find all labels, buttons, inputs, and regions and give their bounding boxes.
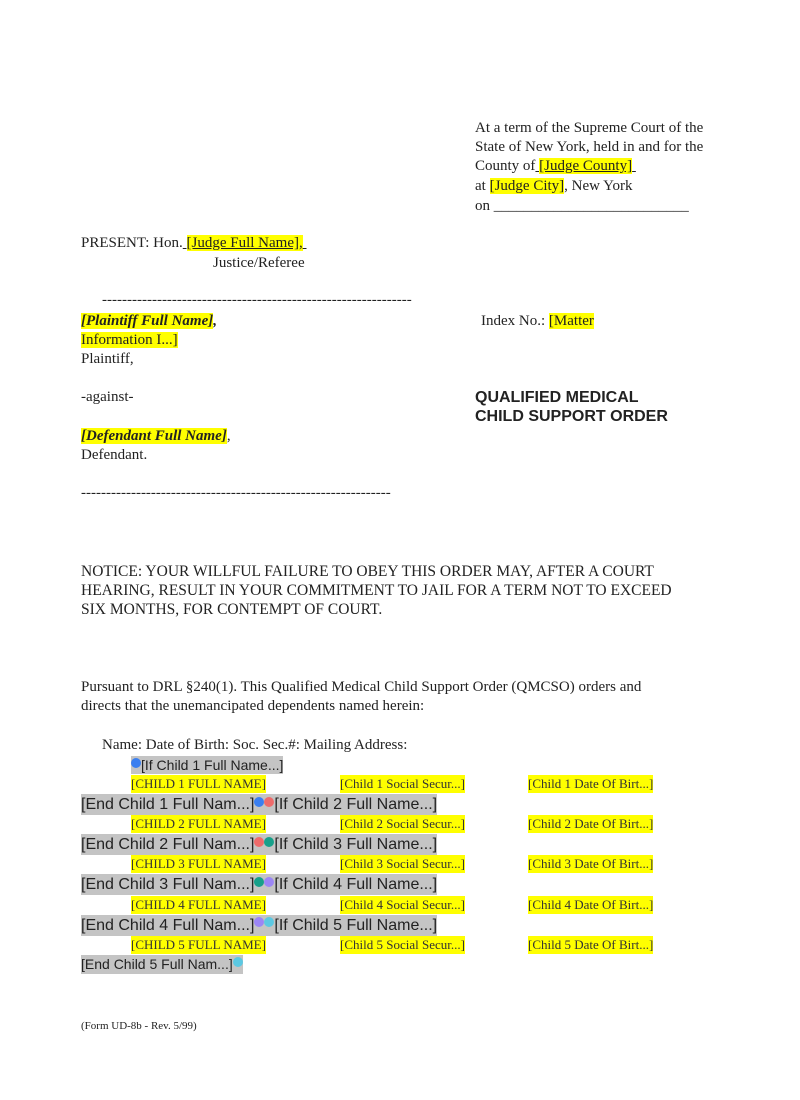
order-title-line-1: QUALIFIED MEDICAL (475, 389, 639, 406)
body-line-1: Pursuant to DRL §240(1). This Qualified Medical Child Support Order (QMCSO) orders and (81, 679, 642, 695)
condition-marker-icon (264, 917, 274, 927)
end-child-label: [End Child 3 Full Nam...] (81, 876, 255, 894)
child-dob-field[interactable]: [Child 2 Date Of Birt...] (528, 816, 654, 832)
notice-line-3: SIX MONTHS, FOR CONTEMPT OF COURT. (81, 601, 383, 618)
condition-marker-icon (254, 797, 264, 807)
child-dob-field[interactable]: [Child 3 Date Of Birt...] (528, 856, 654, 872)
if-child-label: [If Child 4 Full Name...] (274, 876, 438, 894)
condition-marker-icon (254, 877, 264, 887)
condition-marker-icon (254, 917, 264, 927)
order-title-line-2: CHILD SUPPORT ORDER (475, 408, 668, 425)
end-child-block[interactable] (81, 874, 437, 895)
condition-marker-icon (254, 837, 264, 847)
defendant-line (81, 427, 231, 446)
child-name-field[interactable]: [CHILD 1 FULL NAME] (131, 776, 266, 791)
judge-name-field[interactable]: [Judge Full Name], (186, 235, 303, 251)
plaintiff-line (81, 312, 217, 331)
child-ssn-field[interactable]: [Child 1 Social Secur...] (340, 776, 465, 791)
form-footer: (Form UD-8b - Rev. 5/99) (81, 1020, 197, 1032)
if-child-label: [If Child 3 Full Name...] (274, 836, 438, 854)
defendant-label: Defendant. (81, 447, 148, 463)
child-name-field[interactable]: [CHILD 4 FULL NAME] (131, 896, 266, 912)
court-county-line (475, 157, 636, 176)
child-ssn-field[interactable]: [Child 2 Social Secur...] (340, 816, 465, 832)
condition-marker-icon (264, 797, 274, 807)
index-line (481, 312, 594, 331)
justice-referee: Justice/Referee (213, 255, 305, 271)
end-child-label: [End Child 4 Full Nam...] (81, 916, 255, 934)
end-child-block[interactable] (81, 834, 437, 855)
court-city-line (475, 177, 633, 196)
end-child-label: [End Child 2 Full Nam...] (81, 836, 255, 854)
notice-line-2: HEARING, RESULT IN YOUR COMMITMENT TO JAIL FOR A TERM NOT TO EXCEED (81, 582, 672, 599)
end-child-label: [End Child 5 Full Nam...] (81, 955, 233, 972)
plaintiff-comma: , (213, 313, 217, 329)
child-ssn-field[interactable]: [Child 5 Social Secur...] (340, 936, 465, 952)
court-date-line (475, 197, 689, 216)
present-prefix: PRESENT: Hon. (81, 235, 183, 251)
judge-county-field[interactable]: [Judge County] (539, 158, 633, 174)
date-blank: __________________________ (493, 198, 689, 214)
notice-line-1: NOTICE: YOUR WILLFUL FAILURE TO OBEY THIS ORDER MAY, AFTER A COURT (81, 563, 654, 580)
court-line-1: At a term of the Supreme Court of the (475, 120, 704, 136)
county-prefix: County of (475, 158, 536, 174)
plaintiff-info-field[interactable]: Information I...] (81, 332, 178, 348)
court-line-2: State of New York, held in and for the (475, 139, 704, 155)
body-line-2: directs that the unemancipated dependents named herein: (81, 698, 425, 714)
at-prefix: at (475, 178, 486, 194)
defendant-name-field[interactable]: [Defendant Full Name] (81, 428, 227, 444)
plaintiff-name-field[interactable]: [Plaintiff Full Name] (81, 313, 214, 329)
condition-marker-icon (233, 957, 243, 967)
if-child-label: [If Child 2 Full Name...] (274, 796, 438, 813)
on-prefix: on (475, 198, 490, 214)
present-line (81, 234, 307, 253)
defendant-comma: , (226, 428, 231, 444)
judge-city-field[interactable]: [Judge City] (489, 178, 565, 194)
child-ssn-field[interactable]: [Child 4 Social Secur...] (340, 896, 465, 912)
end-child-label: [End Child 1 Full Nam...] (81, 796, 255, 813)
plaintiff-label: Plaintiff, (81, 351, 134, 367)
index-number-field[interactable]: [Matter (548, 313, 594, 329)
condition-marker-icon (264, 877, 274, 887)
caption-rule-top: -------------------------------------------------------------- (102, 292, 412, 308)
if-child-1-block[interactable] (131, 756, 283, 774)
if-child-label: [If Child 5 Full Name...] (274, 916, 438, 934)
condition-marker-icon (131, 758, 141, 768)
caption-rule-bottom: -------------------------------------------------------------- (81, 485, 391, 501)
if-child-label: [If Child 1 Full Name...] (141, 757, 284, 773)
child-name-field[interactable]: [CHILD 2 FULL NAME] (131, 816, 266, 832)
index-label: Index No.: (481, 313, 546, 329)
child-ssn-field[interactable]: [Child 3 Social Secur...] (340, 856, 465, 872)
city-suffix: , New York (564, 178, 633, 194)
fields-header: Name: Date of Birth: Soc. Sec.#: Mailing Address: (102, 737, 408, 753)
end-child-block[interactable] (81, 915, 437, 936)
end-child-block[interactable] (81, 794, 437, 815)
child-dob-field[interactable]: [Child 4 Date Of Birt...] (528, 896, 654, 912)
end-child-block[interactable] (81, 955, 243, 974)
against-label: -against- (81, 389, 134, 405)
child-name-field[interactable]: [CHILD 3 FULL NAME] (131, 856, 266, 872)
plaintiff-info (81, 331, 178, 350)
child-dob-field[interactable]: [Child 5 Date Of Birt...] (528, 936, 654, 952)
condition-marker-icon (264, 837, 274, 847)
child-dob-field[interactable]: [Child 1 Date Of Birt...] (528, 776, 654, 791)
child-name-field[interactable]: [CHILD 5 FULL NAME] (131, 936, 266, 952)
